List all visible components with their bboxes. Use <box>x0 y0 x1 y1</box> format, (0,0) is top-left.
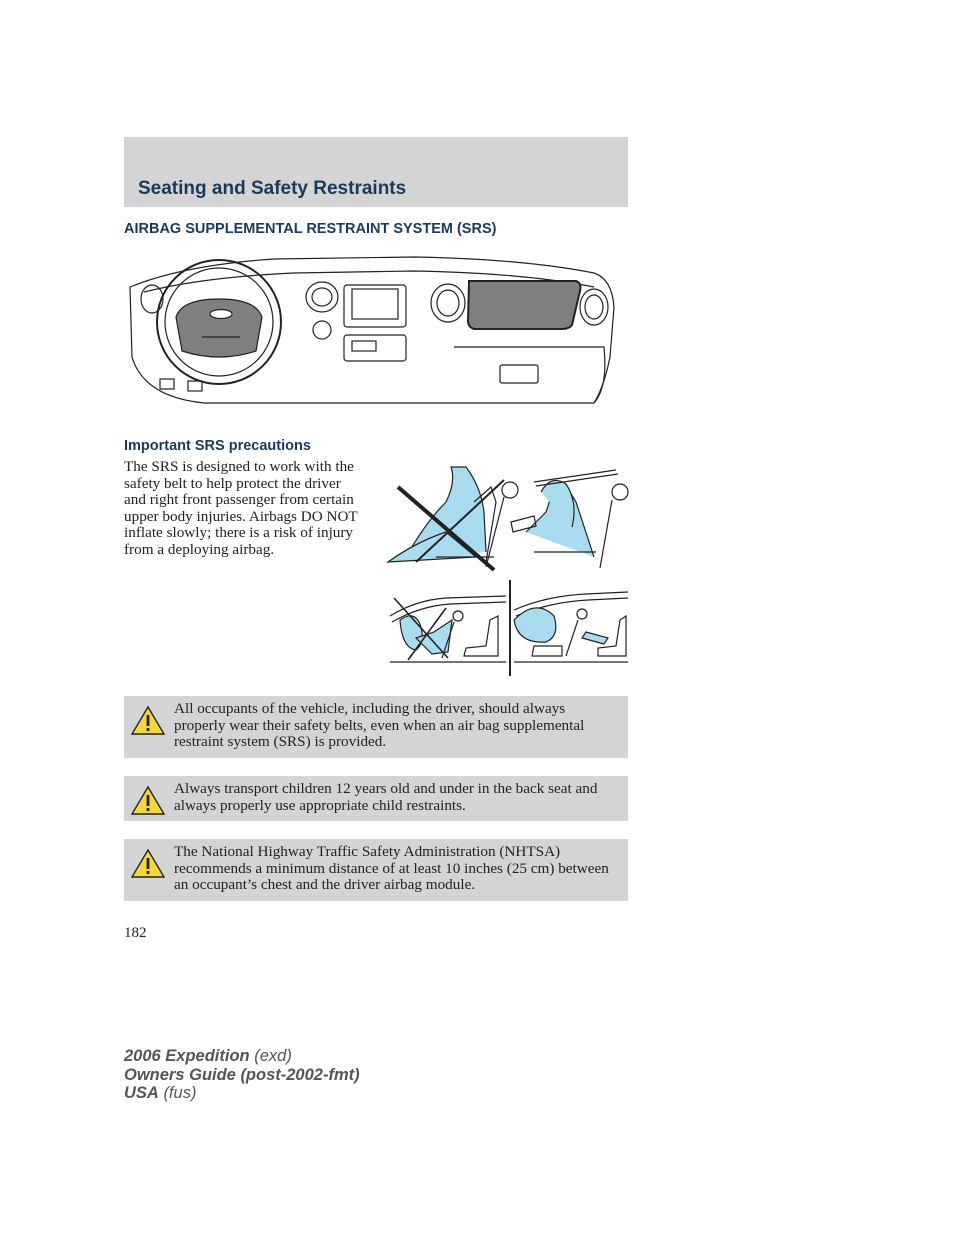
warning-triangle-icon <box>130 705 166 737</box>
dashboard-airbag-illustration <box>124 247 618 407</box>
document-footer <box>124 1047 360 1103</box>
warning-box-safety-belts <box>124 696 628 758</box>
footer-line-2: Owners Guide (post-2002-fmt) <box>124 1065 360 1084</box>
section-title: AIRBAG SUPPLEMENTAL RESTRAINT SYSTEM (SRS) <box>124 221 497 237</box>
precautions-body: The SRS is designed to work with the safety belt to help protect the driver and right front passenger from certain upper body injuries. Airbags DO NOT inflate slowly; there is a risk of injury from a deploying airbag. <box>124 458 358 558</box>
warning-text: Always transport children 12 years old and under in the back seat and always properly use appropriate child restraints. <box>174 780 598 814</box>
precautions-subheading: Important SRS precautions <box>124 438 311 454</box>
warning-box-nhtsa-distance <box>124 839 628 901</box>
warning-text: All occupants of the vehicle, including the driver, should always properly wear their safety belts, even when an air bag supplemental restraint system (SRS) is provided. <box>174 700 585 750</box>
page-number: 182 <box>124 925 147 941</box>
occupant-position-illustration <box>386 462 630 572</box>
warning-triangle-icon <box>130 848 166 880</box>
warning-box-child-restraints <box>124 776 628 821</box>
footer-line-1: 2006 Expedition (exd) <box>124 1047 292 1065</box>
chapter-title: Seating and Safety Restraints <box>138 178 407 199</box>
footer-line-3: USA (fus) <box>124 1084 197 1102</box>
vehicle-side-view-illustration <box>386 580 630 678</box>
warning-text: The National Highway Traffic Safety Administration (NHTSA) recommends a minimum distance of at least 10 inches (25 cm) between an occupant’s chest and the driver airbag module. <box>174 843 609 893</box>
warning-triangle-icon <box>130 785 166 817</box>
